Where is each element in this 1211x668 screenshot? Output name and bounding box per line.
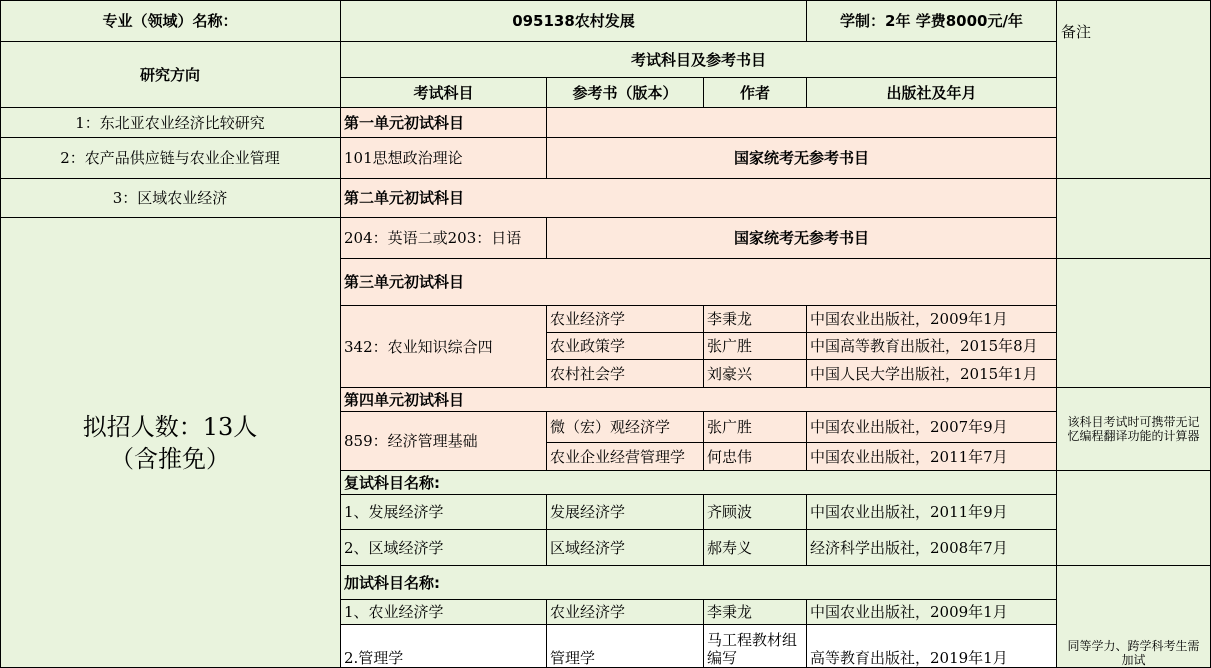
research-direction-header: 研究方向 <box>0 42 341 108</box>
remark-cell <box>1057 259 1211 388</box>
remark-label: 备注 <box>1057 0 1211 42</box>
publisher-cell: 中国高等教育出版社，2015年8月 <box>807 333 1057 360</box>
extra-title: 加试科目名称: <box>341 566 1057 600</box>
unit3-subject: 342：农业知识综合四 <box>341 306 547 388</box>
col-book-header: 参考书（版本） <box>547 78 704 108</box>
book-cell: 农业经济学 <box>547 600 704 625</box>
book-cell: 区域经济学 <box>547 530 704 566</box>
publisher-cell: 中国农业出版社，2011年9月 <box>807 495 1057 530</box>
book-cell: 微（宏）观经济学 <box>547 412 704 443</box>
direction-item: 2：农产品供应链与农业企业管理 <box>0 138 341 179</box>
unit1-subject: 101思想政治理论 <box>341 138 547 179</box>
exam-subjects-header: 考试科目及参考书目 <box>341 42 1057 78</box>
retest-subject: 2、区域经济学 <box>341 530 547 566</box>
unit1-blank <box>547 108 1057 138</box>
direction-item: 3：区域农业经济 <box>0 179 341 218</box>
remark-cell <box>1057 179 1211 259</box>
duration-fee: 学制：2年 学费8000元/年 <box>807 0 1057 42</box>
major-value: 095138农村发展 <box>341 0 807 42</box>
col-publisher-header: 出版社及年月 <box>807 78 1057 108</box>
extra-remark: 同等学力、跨学科考生需加试 <box>1057 566 1211 668</box>
author-cell: 马工程教材组编写 <box>704 625 807 668</box>
book-cell: 农业企业经营管理学 <box>547 443 704 471</box>
col-author-header: 作者 <box>704 78 807 108</box>
unit2-title: 第二单元初试科目 <box>341 179 1057 218</box>
enrollment-count: 拟招人数：13人（含推免） <box>0 218 341 668</box>
author-cell: 郝寿义 <box>704 530 807 566</box>
unit3-title: 第三单元初试科目 <box>341 259 1057 306</box>
publisher-cell: 中国农业出版社，2011年7月 <box>807 443 1057 471</box>
unit4-remark: 该科目考试时可携带无记忆编程翻译功能的计算器 <box>1057 388 1211 471</box>
remark-cell <box>1057 471 1211 566</box>
author-cell: 张广胜 <box>704 412 807 443</box>
remark-cell <box>1057 42 1211 179</box>
book-cell: 农村社会学 <box>547 360 704 388</box>
unit4-title: 第四单元初试科目 <box>341 388 1057 412</box>
author-cell: 齐顾波 <box>704 495 807 530</box>
author-cell: 刘豪兴 <box>704 360 807 388</box>
book-cell: 农业政策学 <box>547 333 704 360</box>
book-cell: 农业经济学 <box>547 306 704 333</box>
publisher-cell: 中国农业出版社，2009年1月 <box>807 600 1057 625</box>
publisher-cell: 中国人民大学出版社，2015年1月 <box>807 360 1057 388</box>
publisher-cell: 中国农业出版社，2009年1月 <box>807 306 1057 333</box>
publisher-cell: 中国农业出版社，2007年9月 <box>807 412 1057 443</box>
author-cell: 何忠伟 <box>704 443 807 471</box>
extra-subject: 2.管理学 <box>341 625 547 668</box>
unit4-subject: 859：经济管理基础 <box>341 412 547 471</box>
unit2-subject: 204：英语二或203：日语 <box>341 218 547 259</box>
unit1-title: 第一单元初试科目 <box>341 108 547 138</box>
major-label: 专业（领域）名称： <box>0 0 341 42</box>
direction-item: 1：东北亚农业经济比较研究 <box>0 108 341 138</box>
author-cell: 李秉龙 <box>704 306 807 333</box>
col-subject-header: 考试科目 <box>341 78 547 108</box>
book-cell: 管理学 <box>547 625 704 668</box>
retest-subject: 1、发展经济学 <box>341 495 547 530</box>
author-cell: 张广胜 <box>704 333 807 360</box>
book-cell: 发展经济学 <box>547 495 704 530</box>
unit1-note: 国家统考无参考书目 <box>547 138 1057 179</box>
publisher-cell: 高等教育出版社，2019年1月 <box>807 625 1057 668</box>
retest-title: 复试科目名称: <box>341 471 1057 495</box>
author-cell: 李秉龙 <box>704 600 807 625</box>
extra-subject: 1、农业经济学 <box>341 600 547 625</box>
unit2-note: 国家统考无参考书目 <box>547 218 1057 259</box>
publisher-cell: 经济科学出版社，2008年7月 <box>807 530 1057 566</box>
